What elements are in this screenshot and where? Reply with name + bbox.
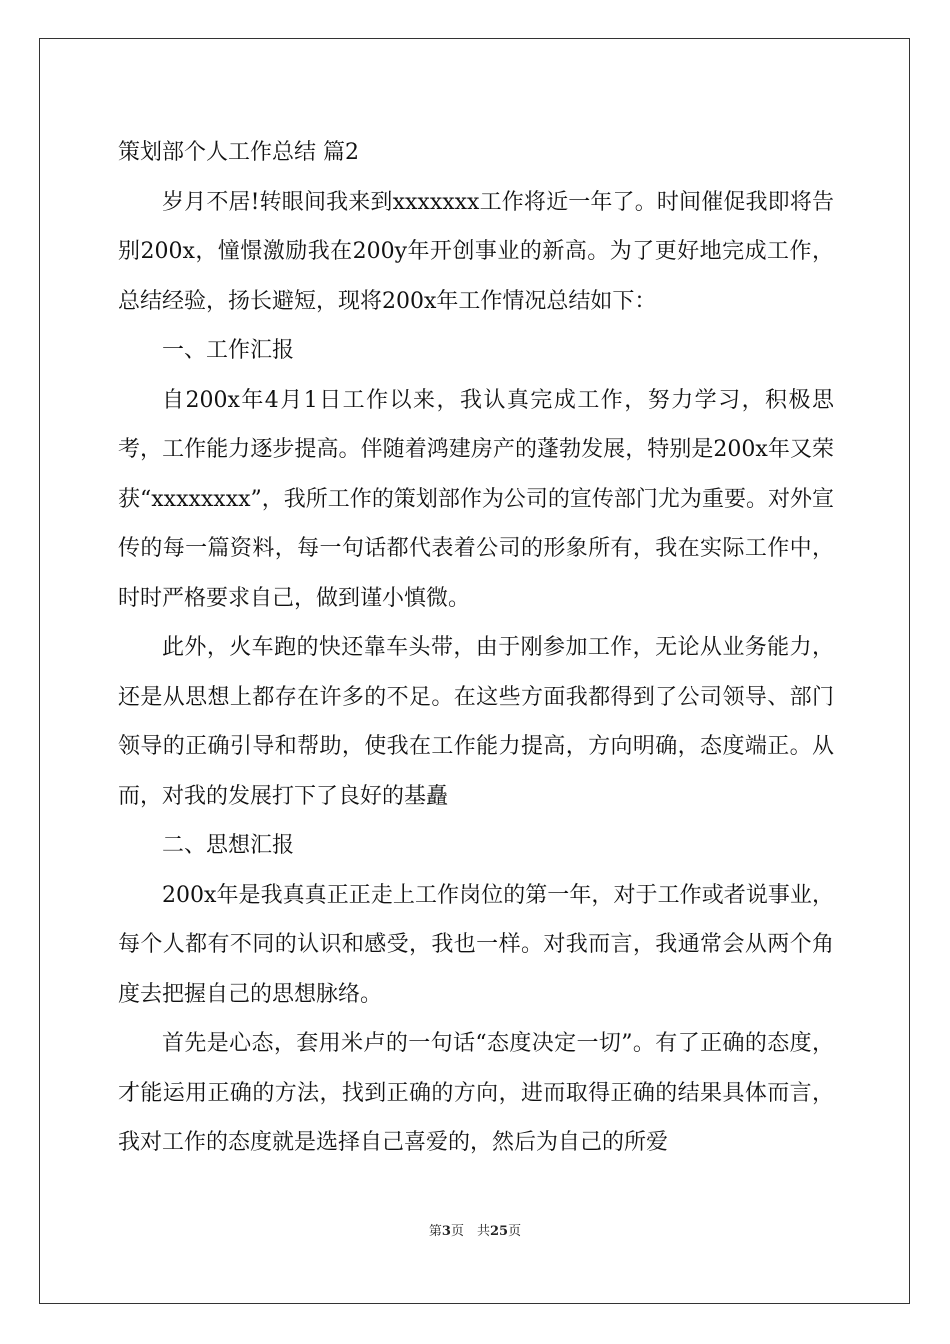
footer-page-suffix: 页 (508, 1224, 522, 1239)
section-heading-thought-report: 二、思想汇报 (162, 833, 295, 858)
page-footer (0, 1220, 950, 1239)
document-title: 策划部个人工作总结 篇2 (118, 140, 359, 165)
paragraph-thought-report: 200x年是我真真正正走上工作岗位的第一年，对于工作或者说事业，每个人都有不同的认识和感受，我也一样。对我而言，我通常会从两个角度去把握自己的思想脉络。 (118, 882, 834, 1007)
document-body (118, 128, 834, 1168)
section-heading-work-report: 一、工作汇报 (162, 338, 295, 363)
footer-page-number: 3 (441, 1224, 451, 1239)
paragraph-guidance: 此外，火车跑的快还靠车头带，由于刚参加工作，无论从业务能力，还是从思想上都存在许多的不足。在这些方面我都得到了公司领导、部门领导的正确引导和帮助，使我在工作能力提高，方向明确，态度端正。从而，对我的发展打下了良好的基矗 (118, 635, 834, 809)
footer-page-prefix: 第 (428, 1224, 442, 1239)
footer-page-mid: 页 共 (450, 1224, 490, 1239)
paragraph-work-report: 自200x年4月1日工作以来，我认真完成工作，努力学习，积极思考，工作能力逐步提高。伴随着鸿建房产的蓬勃发展，特别是200x年又荣获“xxxxxxxx”，我所工作的策划部作为公司的宣传部门尤为重要。对外宣传的每一篇资料，每一句话都代表着公司的形象所有，我在实际工作中，时时严格要求自己，做到谨小慎微。 (118, 387, 834, 611)
footer-page-total: 25 (489, 1224, 509, 1239)
paragraph-attitude: 首先是心态，套用米卢的一句话“态度决定一切”。有了正确的态度，才能运用正确的方法，找到正确的方向，进而取得正确的结果具体而言，我对工作的态度就是选择自己喜爱的，然后为自己的所爱 (118, 1031, 834, 1155)
paragraph-intro: 岁月不居!转眼间我来到xxxxxxx工作将近一年了。时间催促我即将告别200x，憧憬激励我在200y年开创事业的新高。为了更好地完成工作，总结经验，扬长避短，现将200x年工作情况总结如下： (118, 189, 834, 314)
